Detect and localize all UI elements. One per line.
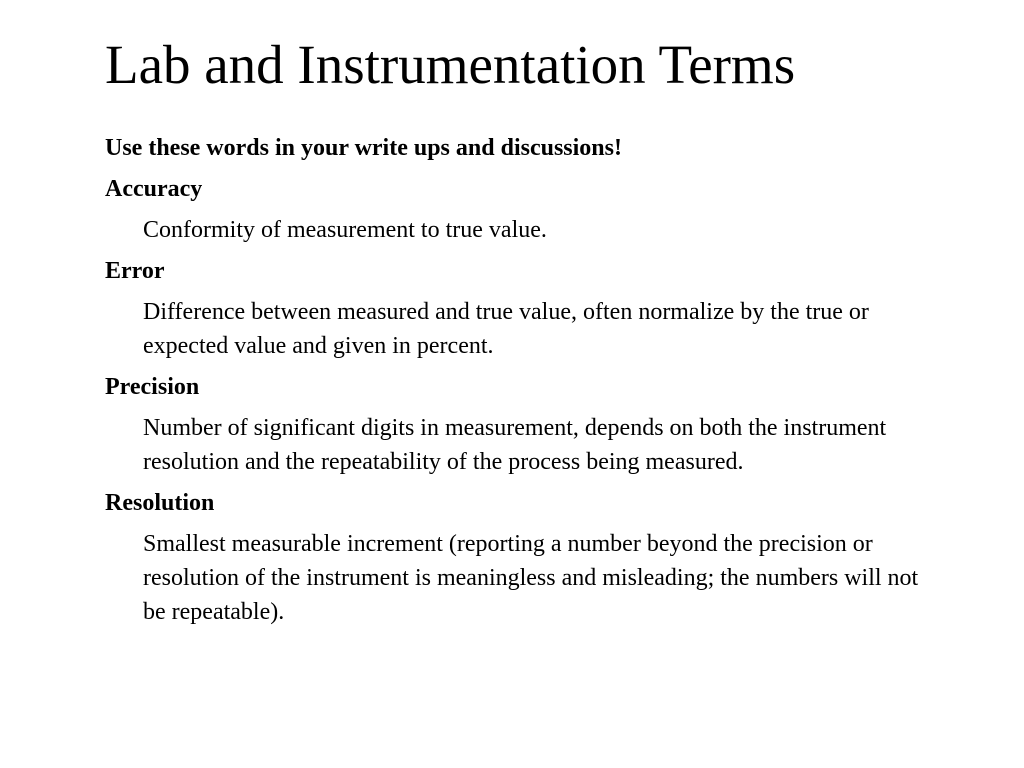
intro-text: Use these words in your write ups and discussions! <box>105 135 622 161</box>
term-resolution <box>105 486 935 629</box>
slide-content <box>105 131 935 629</box>
term-label: Accuracy <box>105 176 203 202</box>
term-label: Precision <box>105 374 200 400</box>
term-precision <box>105 370 935 479</box>
term-definition: Difference between measured and true value, often normalize by the true or expected value and given in percent. <box>143 299 869 359</box>
term-definition: Number of significant digits in measurement, depends on both the instrument resolution and the repeatability of the process being measured. <box>143 415 887 475</box>
term-error <box>105 254 935 363</box>
term-definition: Conformity of measurement to true value. <box>143 217 547 243</box>
term-definition: Smallest measurable increment (reporting a number beyond the precision or resolution of the instrument is meaningless and misleading; the numbers will not be repeatable). <box>143 531 919 625</box>
term-accuracy <box>105 172 935 247</box>
slide-title: Lab and Instrumentation Terms <box>105 34 796 95</box>
term-label: Resolution <box>105 490 215 516</box>
term-label: Error <box>105 258 165 284</box>
